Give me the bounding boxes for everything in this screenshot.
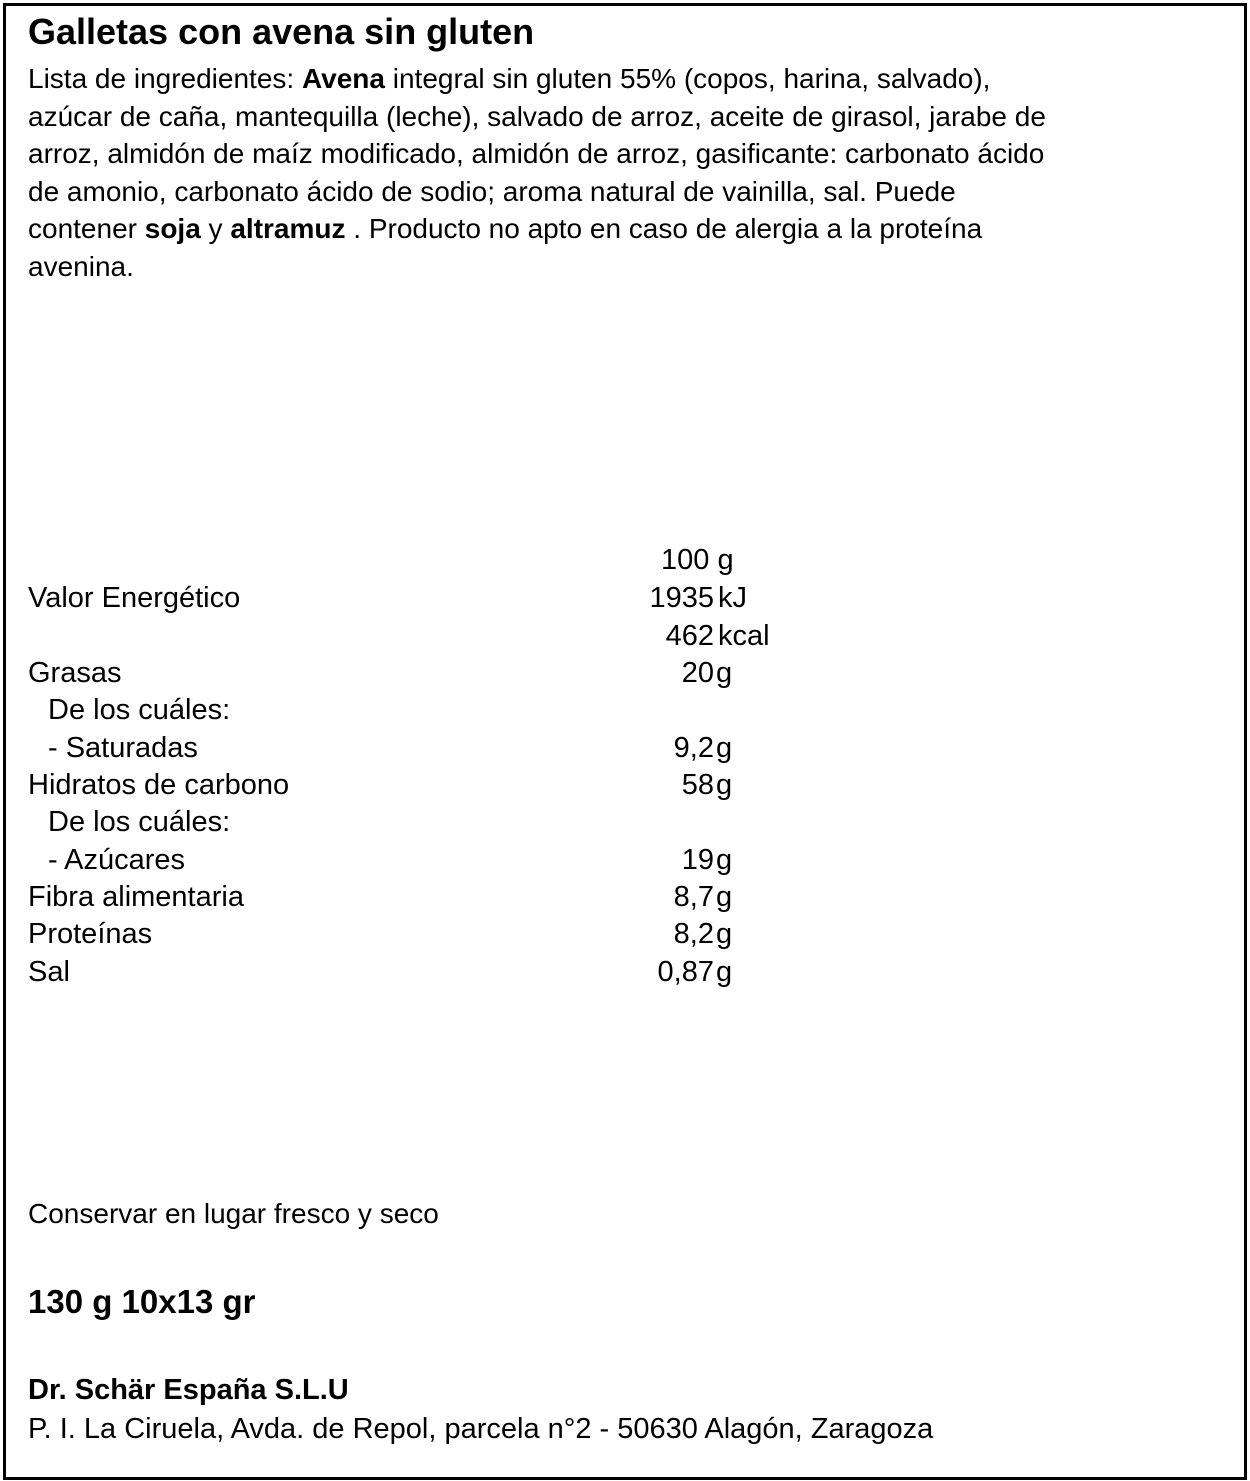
nutrient-label: Grasas [28, 657, 122, 689]
nutrient-unit: kJ [718, 582, 747, 614]
nutrient-value: 20 [681, 657, 714, 689]
nutrient-label: Fibra alimentaria [28, 881, 244, 913]
ingredients-text: . Producto no apto en caso de alergia a la proteína [345, 213, 983, 245]
allergen-altramuz: altramuz [230, 213, 346, 245]
ingredients-line-4: de amonio, carbonato ácido de sodio; aroma natural de vainilla, sal. Puede [28, 175, 956, 207]
nutrient-unit: g [716, 918, 733, 950]
nutrient-unit: g [716, 732, 733, 764]
nutrient-value: 0,87 [657, 956, 714, 988]
nutrition-header: 100 g [661, 544, 734, 576]
nutrient-label: - Saturadas [48, 732, 198, 764]
nutrient-value: 8,2 [673, 918, 714, 950]
nutrition-row-grasas [6, 655, 1206, 691]
nutrient-value: 58 [681, 769, 714, 801]
nutrient-unit: g [716, 844, 733, 876]
nutrient-value: 8,7 [673, 881, 714, 913]
nutrition-row-azucares [6, 842, 1206, 878]
ingredients-line-2: azúcar de caña, mantequilla (leche), salvado de arroz, aceite de girasol, jarabe de [28, 100, 1046, 132]
nutrition-row-fibra [6, 879, 1206, 915]
nutrient-sublabel: De los cuáles: [48, 694, 231, 726]
nutrition-row-proteinas [6, 916, 1206, 952]
company-address: P. I. La Ciruela, Avda. de Repol, parcela n°2 - 50630 Alagón, Zaragoza [28, 1413, 934, 1445]
nutrient-label: - Azúcares [48, 844, 185, 876]
nutrient-unit: g [716, 769, 733, 801]
nutrition-row-energy-kcal [6, 618, 1206, 654]
ingredients-line-1 [28, 60, 1228, 98]
product-title: Galletas con avena sin gluten [28, 11, 535, 52]
nutrition-row-de-los-cuales-2 [6, 804, 1206, 840]
nutrient-label: Sal [28, 956, 70, 988]
nutrient-unit: kcal [718, 620, 770, 652]
ingredients-text: contener [28, 213, 145, 245]
nutrition-row-sal [6, 954, 1206, 990]
nutrient-unit: g [716, 657, 733, 689]
nutrient-value: 9,2 [673, 732, 714, 764]
ingredients-list [28, 60, 1228, 286]
nutrition-row-de-los-cuales-1 [6, 692, 1206, 728]
nutrition-header-row [6, 542, 1206, 578]
net-weight: 130 g 10x13 gr [28, 1283, 256, 1320]
allergen-avena: Avena [301, 63, 385, 94]
ingredients-line-3: arroz, almidón de maíz modificado, almidón de arroz, gasificante: carbonato ácido [28, 138, 1045, 170]
nutrient-sublabel: De los cuáles: [48, 806, 231, 838]
nutrition-row-energy-kj [6, 580, 1206, 616]
company-name: Dr. Schär España S.L.U [28, 1374, 349, 1406]
ingredients-line-6: avenina. [28, 250, 134, 282]
nutrient-label: Proteínas [28, 918, 153, 950]
ingredients-prefix: Lista de ingredientes: [28, 63, 302, 94]
ingredients-text: integral sin gluten 55% (copos, harina, salvado), [384, 63, 991, 94]
nutrient-unit: g [716, 956, 733, 988]
nutrition-row-saturadas [6, 730, 1206, 766]
nutrient-label: Hidratos de carbono [28, 769, 290, 801]
nutrient-value: 19 [681, 844, 714, 876]
allergen-soja: soja [144, 213, 201, 245]
ingredients-line-5 [28, 210, 1228, 248]
storage-instructions: Conservar en lugar fresco y seco [28, 1198, 439, 1229]
nutrition-row-hidratos [6, 767, 1206, 803]
label-frame [3, 3, 1247, 1480]
nutrient-value: 462 [665, 620, 714, 652]
nutrient-value: 1935 [649, 582, 714, 614]
nutrient-unit: g [716, 881, 733, 913]
ingredients-text: y [200, 213, 231, 245]
nutrient-label: Valor Energético [28, 582, 241, 614]
